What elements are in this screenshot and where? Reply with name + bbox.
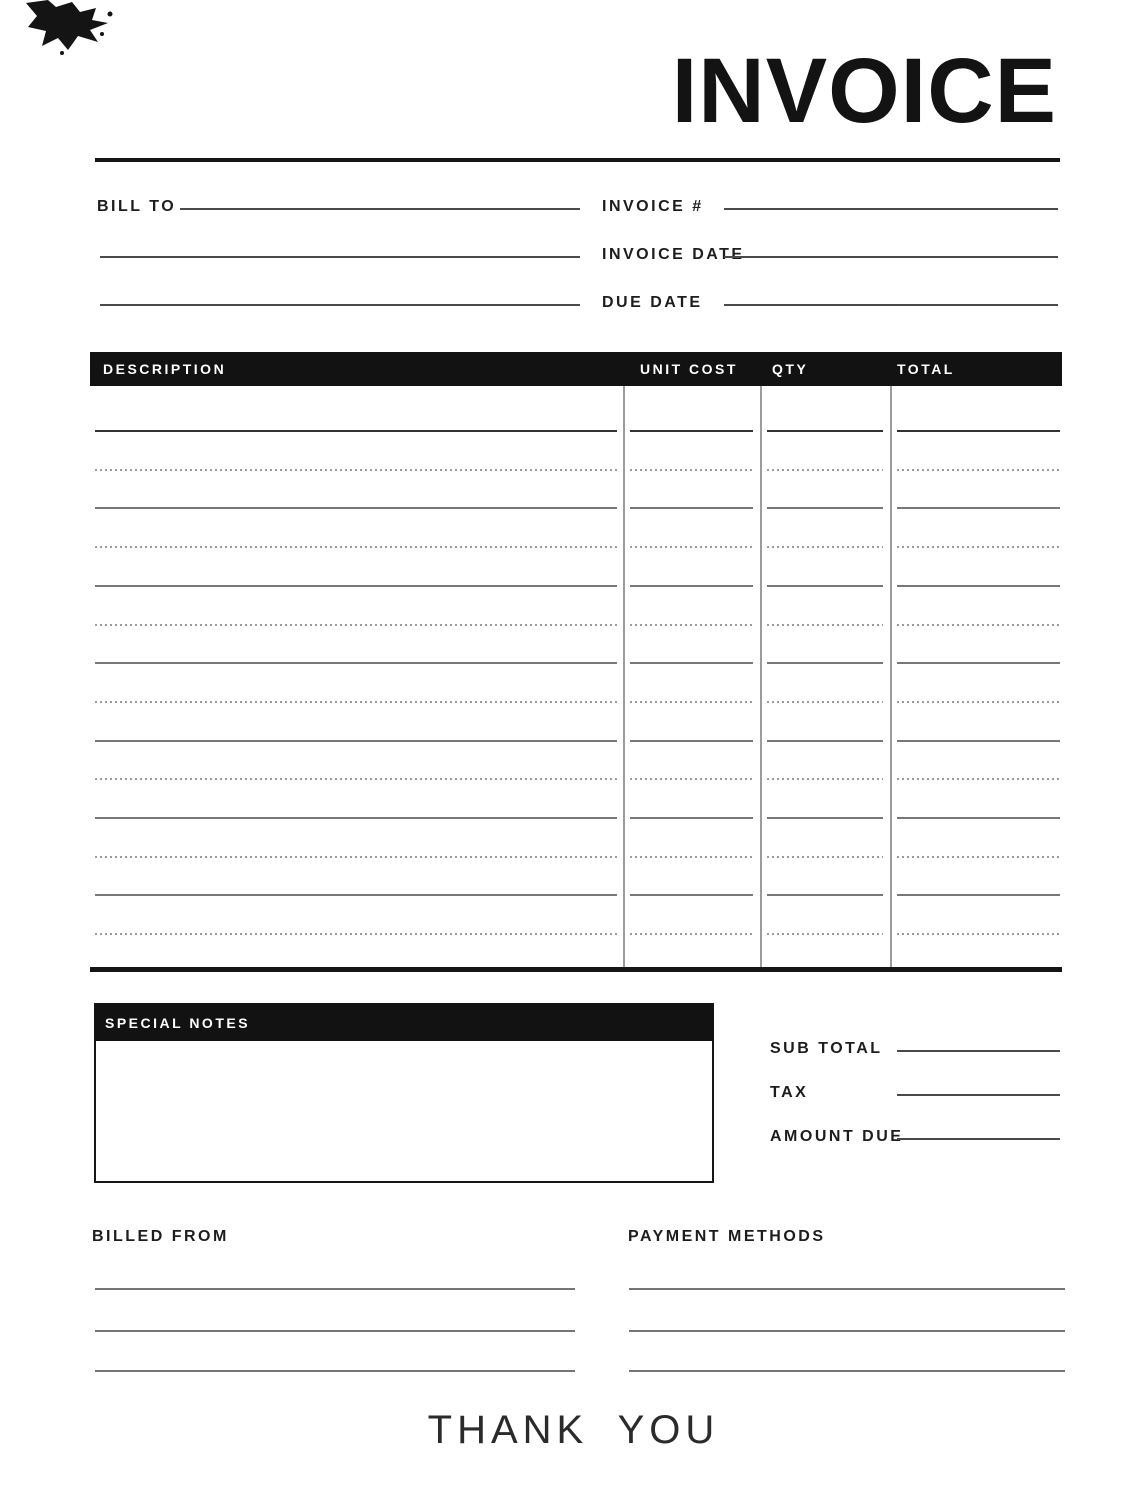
column-header-total: TOTAL xyxy=(897,361,955,377)
item-row-2-cell-line-2[interactable] xyxy=(767,507,883,509)
column-separator-3 xyxy=(890,386,892,967)
item-row-3-cell-line-2[interactable] xyxy=(767,624,883,626)
item-row-1-cell-line-2[interactable] xyxy=(767,469,883,471)
item-row-5-cell-line-1[interactable] xyxy=(630,778,753,780)
item-row-5-cell-line-3[interactable] xyxy=(897,778,1060,780)
billed-from-line-1[interactable] xyxy=(95,1270,575,1290)
item-row-6-cell-line-0[interactable] xyxy=(95,817,617,819)
items-table-body xyxy=(90,386,1062,967)
items-table-header xyxy=(90,352,1062,386)
item-row-1-cell-line-2[interactable] xyxy=(767,430,883,432)
item-row-5-cell-line-3[interactable] xyxy=(897,740,1060,742)
due-date-label: DUE DATE xyxy=(602,294,703,311)
bill-to-line-1[interactable] xyxy=(180,190,580,210)
ink-splash-decoration xyxy=(22,0,120,56)
invoice-date-label: INVOICE DATE xyxy=(602,246,745,263)
item-row-6-cell-line-2[interactable] xyxy=(767,856,883,858)
item-row-1-cell-line-0[interactable] xyxy=(95,430,617,432)
item-row-4-cell-line-1[interactable] xyxy=(630,662,753,664)
item-row-3-cell-line-3[interactable] xyxy=(897,585,1060,587)
item-row-1-cell-line-0[interactable] xyxy=(95,469,617,471)
item-row-7-cell-line-3[interactable] xyxy=(897,933,1060,935)
thank-you-text: THANK YOU xyxy=(427,1408,720,1452)
item-row-7-cell-line-1[interactable] xyxy=(630,894,753,896)
item-row-5-cell-line-0[interactable] xyxy=(95,778,617,780)
item-row-6-cell-line-2[interactable] xyxy=(767,817,883,819)
item-row-1-cell-line-1[interactable] xyxy=(630,469,753,471)
item-row-6-cell-line-1[interactable] xyxy=(630,856,753,858)
tax-label: TAX xyxy=(770,1084,809,1101)
billed-from-line-2[interactable] xyxy=(95,1312,575,1332)
item-row-2-cell-line-3[interactable] xyxy=(897,546,1060,548)
column-header-description: DESCRIPTION xyxy=(103,361,227,377)
item-row-2-cell-line-1[interactable] xyxy=(630,546,753,548)
payment-methods-line-3[interactable] xyxy=(629,1352,1065,1372)
title-divider-rule xyxy=(95,158,1060,162)
payment-methods-line-2[interactable] xyxy=(629,1312,1065,1332)
item-row-5-cell-line-0[interactable] xyxy=(95,740,617,742)
page-title: INVOICE xyxy=(671,40,1057,142)
bill-to-line-3[interactable] xyxy=(100,286,580,306)
item-row-4-cell-line-0[interactable] xyxy=(95,701,617,703)
item-row-6-cell-line-1[interactable] xyxy=(630,817,753,819)
item-row-1-cell-line-1[interactable] xyxy=(630,430,753,432)
item-row-6-cell-line-3[interactable] xyxy=(897,817,1060,819)
special-notes-input-area[interactable] xyxy=(96,1042,712,1181)
item-row-2-cell-line-2[interactable] xyxy=(767,546,883,548)
item-row-4-cell-line-3[interactable] xyxy=(897,662,1060,664)
item-row-2-cell-line-1[interactable] xyxy=(630,507,753,509)
column-separator-1 xyxy=(623,386,625,967)
amount-due-line[interactable] xyxy=(897,1120,1060,1140)
item-row-3-cell-line-0[interactable] xyxy=(95,585,617,587)
item-row-5-cell-line-2[interactable] xyxy=(767,778,883,780)
amount-due-label: AMOUNT DUE xyxy=(770,1128,904,1145)
special-notes-box xyxy=(94,1003,714,1183)
item-row-6-cell-line-0[interactable] xyxy=(95,856,617,858)
item-row-3-cell-line-3[interactable] xyxy=(897,624,1060,626)
item-row-7-cell-line-0[interactable] xyxy=(95,894,617,896)
item-row-7-cell-line-3[interactable] xyxy=(897,894,1060,896)
table-bottom-rule xyxy=(90,967,1062,972)
sub-total-label: SUB TOTAL xyxy=(770,1040,883,1057)
item-row-3-cell-line-1[interactable] xyxy=(630,585,753,587)
payment-methods-label: PAYMENT METHODS xyxy=(628,1228,826,1245)
item-row-4-cell-line-1[interactable] xyxy=(630,701,753,703)
item-row-4-cell-line-0[interactable] xyxy=(95,662,617,664)
item-row-3-cell-line-2[interactable] xyxy=(767,585,883,587)
invoice-date-line[interactable] xyxy=(724,238,1058,258)
item-row-5-cell-line-1[interactable] xyxy=(630,740,753,742)
item-row-7-cell-line-2[interactable] xyxy=(767,933,883,935)
billed-from-line-3[interactable] xyxy=(95,1352,575,1372)
item-row-2-cell-line-0[interactable] xyxy=(95,546,617,548)
payment-methods-line-1[interactable] xyxy=(629,1270,1065,1290)
item-row-4-cell-line-2[interactable] xyxy=(767,701,883,703)
item-row-5-cell-line-2[interactable] xyxy=(767,740,883,742)
item-row-2-cell-line-3[interactable] xyxy=(897,507,1060,509)
item-row-1-cell-line-3[interactable] xyxy=(897,469,1060,471)
item-row-1-cell-line-3[interactable] xyxy=(897,430,1060,432)
special-notes-header xyxy=(95,1004,713,1041)
item-row-4-cell-line-3[interactable] xyxy=(897,701,1060,703)
column-separator-2 xyxy=(760,386,762,967)
bill-to-line-2[interactable] xyxy=(100,238,580,258)
billed-from-label: BILLED FROM xyxy=(92,1228,229,1245)
tax-line[interactable] xyxy=(897,1076,1060,1096)
column-header-qty: QTY xyxy=(772,361,809,377)
item-row-6-cell-line-3[interactable] xyxy=(897,856,1060,858)
item-row-7-cell-line-0[interactable] xyxy=(95,933,617,935)
item-row-3-cell-line-0[interactable] xyxy=(95,624,617,626)
invoice-number-line[interactable] xyxy=(724,190,1058,210)
invoice-number-label: INVOICE # xyxy=(602,198,704,215)
special-notes-label: SPECIAL NOTES xyxy=(105,1015,251,1031)
item-row-3-cell-line-1[interactable] xyxy=(630,624,753,626)
item-row-4-cell-line-2[interactable] xyxy=(767,662,883,664)
item-row-7-cell-line-1[interactable] xyxy=(630,933,753,935)
bill-to-label: BILL TO xyxy=(97,198,177,215)
item-row-7-cell-line-2[interactable] xyxy=(767,894,883,896)
sub-total-line[interactable] xyxy=(897,1032,1060,1052)
item-row-2-cell-line-0[interactable] xyxy=(95,507,617,509)
due-date-line[interactable] xyxy=(724,286,1058,306)
column-header-unit-cost: UNIT COST xyxy=(640,361,738,377)
